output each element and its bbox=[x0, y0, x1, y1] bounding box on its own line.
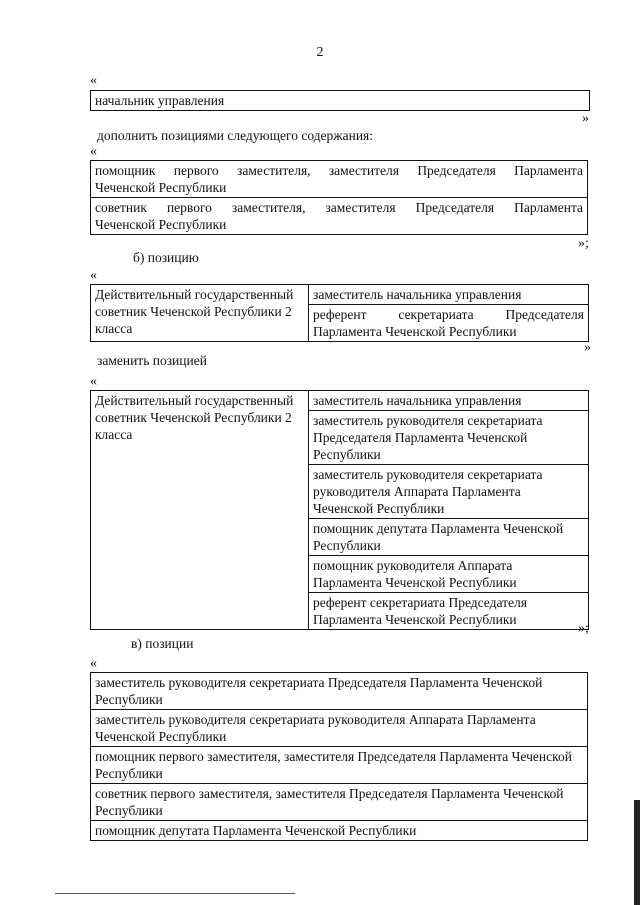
cell-line: Чеченской Республики bbox=[95, 180, 227, 195]
table-cell: помощник первого заместителя, заместителя Председателя Парламента Чеченской Республики bbox=[91, 747, 588, 784]
table-cell: заместитель начальника управления bbox=[309, 391, 589, 411]
cell-line: советник первого заместителя, заместителя Председателя Парламента bbox=[95, 200, 583, 215]
table-block-1 bbox=[90, 90, 590, 111]
table-cell bbox=[91, 198, 588, 235]
quote-close-4: »; bbox=[578, 621, 589, 636]
table-cell: заместитель руководителя секретариата руководителя Аппарата Парламента Чеченской Республики bbox=[309, 465, 589, 519]
table-cell: Действительный государственный советник Чеченской Республики 2 класса bbox=[91, 285, 309, 342]
instruction-add: дополнить позициями следующего содержания: bbox=[97, 128, 374, 143]
quote-open-3: « bbox=[90, 268, 97, 283]
table-block-4 bbox=[90, 390, 589, 630]
cell-line: Чеченской Республики bbox=[95, 217, 227, 232]
cell-line: референт секретариата Председателя bbox=[313, 307, 584, 322]
table-cell: заместитель начальника управления bbox=[309, 285, 589, 305]
quote-close-1: » bbox=[582, 111, 589, 126]
table-cell: помощник руководителя Аппарата Парламента Чеченской Республики bbox=[309, 556, 589, 593]
table-block-2 bbox=[90, 160, 588, 235]
table-block-3 bbox=[90, 284, 589, 342]
table-cell bbox=[91, 161, 588, 198]
quote-open-4: « bbox=[90, 374, 97, 389]
quote-close-2: »; bbox=[578, 236, 589, 251]
quote-open-1: « bbox=[90, 73, 97, 88]
footer-line bbox=[55, 893, 295, 894]
table-cell bbox=[309, 305, 589, 342]
instruction-replace: заменить позицией bbox=[97, 353, 207, 368]
cell-line: помощник первого заместителя, заместителя Председателя Парламента bbox=[95, 163, 583, 178]
cell-line: Парламента Чеченской Республики bbox=[313, 324, 517, 339]
table-block-5 bbox=[90, 672, 588, 841]
page-number: 2 bbox=[316, 45, 324, 60]
table-cell: советник первого заместителя, заместителя Председателя Парламента Чеченской Республики bbox=[91, 784, 588, 821]
table-cell: помощник депутата Парламента Чеченской Республики bbox=[309, 519, 589, 556]
table-cell: помощник депутата Парламента Чеченской Республики bbox=[91, 821, 588, 841]
table-cell: референт секретариата Председателя Парламента Чеченской Республики bbox=[309, 593, 589, 630]
table-cell: Действительный государственный советник Чеченской Республики 2 класса bbox=[91, 391, 309, 630]
table-cell: начальник управления bbox=[91, 91, 590, 111]
table-cell: заместитель руководителя секретариата руководителя Аппарата Парламента Чеченской Республики bbox=[91, 710, 588, 747]
instruction-v: в) позиции bbox=[131, 636, 194, 651]
quote-open-5: « bbox=[90, 656, 97, 671]
scan-edge-shadow bbox=[634, 800, 640, 905]
instruction-b: б) позицию bbox=[133, 250, 199, 265]
quote-close-3: » bbox=[584, 340, 591, 355]
table-cell: заместитель руководителя секретариата Председателя Парламента Чеченской Республики bbox=[309, 411, 589, 465]
quote-open-2: « bbox=[90, 144, 97, 159]
table-cell: заместитель руководителя секретариата Председателя Парламента Чеченской Республики bbox=[91, 673, 588, 710]
